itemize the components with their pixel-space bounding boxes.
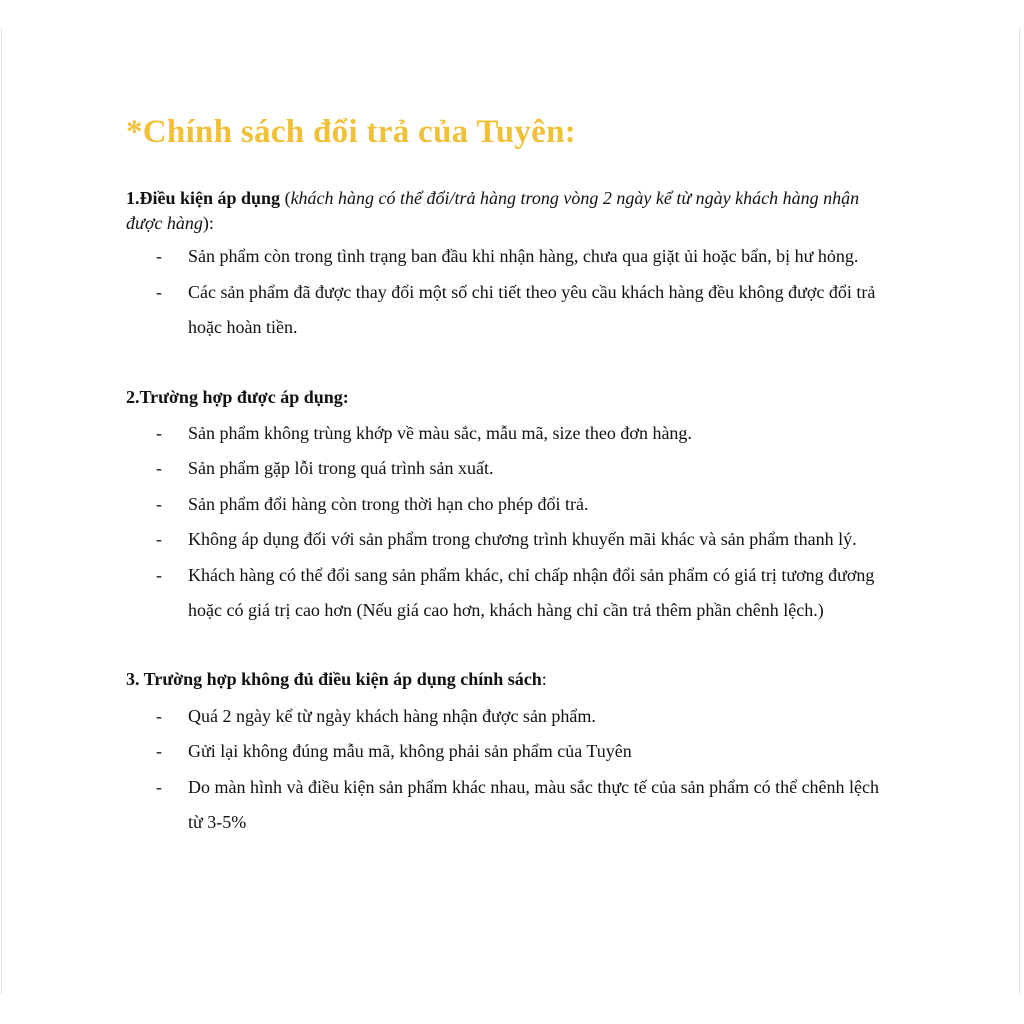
dash-bullet: - [156, 422, 162, 443]
bullet-list [126, 239, 896, 346]
list-item-text: Sản phẩm không trùng khớp về màu sắc, mẫu mã, size theo đơn hàng. [188, 422, 692, 443]
section-applicable-cases [126, 385, 896, 629]
dash-bullet: - [156, 564, 162, 585]
section-heading-italic: khách hàng có thể đổi/trả hàng trong vòng 2 ngày kể từ ngày khách hàng nhận được hàng [126, 188, 860, 233]
bullet-list [126, 416, 896, 629]
dash-bullet: - [156, 246, 162, 266]
section-heading-tail: : [541, 668, 547, 689]
page-title: *Chính sách đổi trả của Tuyên: [126, 114, 577, 150]
list-item-text: Sản phẩm còn trong tình trạng ban đầu khi nhận hàng, chưa qua giặt ủi hoặc bẩn, bị hư hỏng. [188, 246, 859, 266]
section-heading [126, 667, 896, 692]
list-item [126, 522, 896, 558]
dash-bullet: - [156, 281, 162, 302]
bullet-list [126, 699, 896, 841]
section-heading-paren: ( [280, 188, 291, 208]
list-item [126, 558, 896, 629]
dash-bullet: - [156, 776, 162, 797]
dash-bullet: - [156, 493, 162, 514]
list-item-text: Khách hàng có thể đổi sang sản phẩm khác, chỉ chấp nhận đổi sản phẩm có giá trị tương đương hoặc có giá trị cao hơn (Nếu giá cao hơn, khách hàng chỉ cần trả thêm phần chênh lệch.) [188, 564, 875, 620]
list-item [126, 275, 896, 346]
list-item [126, 734, 896, 770]
section-conditions [126, 186, 896, 346]
section-heading-bold: 3. Trường hợp không đủ điều kiện áp dụng chính sách [126, 668, 542, 689]
document-content [126, 112, 896, 841]
list-item [126, 699, 896, 735]
section-heading [126, 186, 896, 236]
list-item-text: Không áp dụng đối với sản phẩm trong chương trình khuyến mãi khác và sản phẩm thanh lý. [188, 529, 857, 549]
section-heading-bold: 2.Trường hợp được áp dụng: [126, 386, 349, 407]
list-item [126, 416, 896, 452]
list-item [126, 239, 896, 275]
dash-bullet: - [156, 705, 162, 726]
list-item-text: Do màn hình và điều kiện sản phẩm khác nhau, màu sắc thực tế của sản phẩm có thể chênh lệch từ 3-5% [188, 776, 880, 832]
list-item-text: Các sản phẩm đã được thay đổi một số chi tiết theo yêu cầu khách hàng đều không được đổi trả hoặc hoàn tiền. [188, 281, 876, 337]
list-item-text: Sản phẩm đổi hàng còn trong thời hạn cho phép đổi trả. [188, 493, 589, 514]
section-not-applicable-cases [126, 667, 896, 841]
section-heading-tail: ): [202, 213, 214, 233]
list-item [126, 487, 896, 523]
list-item [126, 770, 896, 841]
dash-bullet: - [156, 741, 162, 761]
section-heading-bold: 1.Điều kiện áp dụng [126, 188, 281, 208]
list-item-text: Sản phẩm gặp lỗi trong quá trình sản xuất. [188, 458, 494, 478]
list-item [126, 451, 896, 487]
list-item-text: Quá 2 ngày kể từ ngày khách hàng nhận được sản phẩm. [188, 705, 596, 726]
document-page [1, 28, 1020, 994]
dash-bullet: - [156, 529, 162, 549]
list-item-text: Gửi lại không đúng mẫu mã, không phải sản phẩm của Tuyên [188, 741, 632, 761]
section-heading [126, 385, 896, 410]
dash-bullet: - [156, 458, 162, 478]
